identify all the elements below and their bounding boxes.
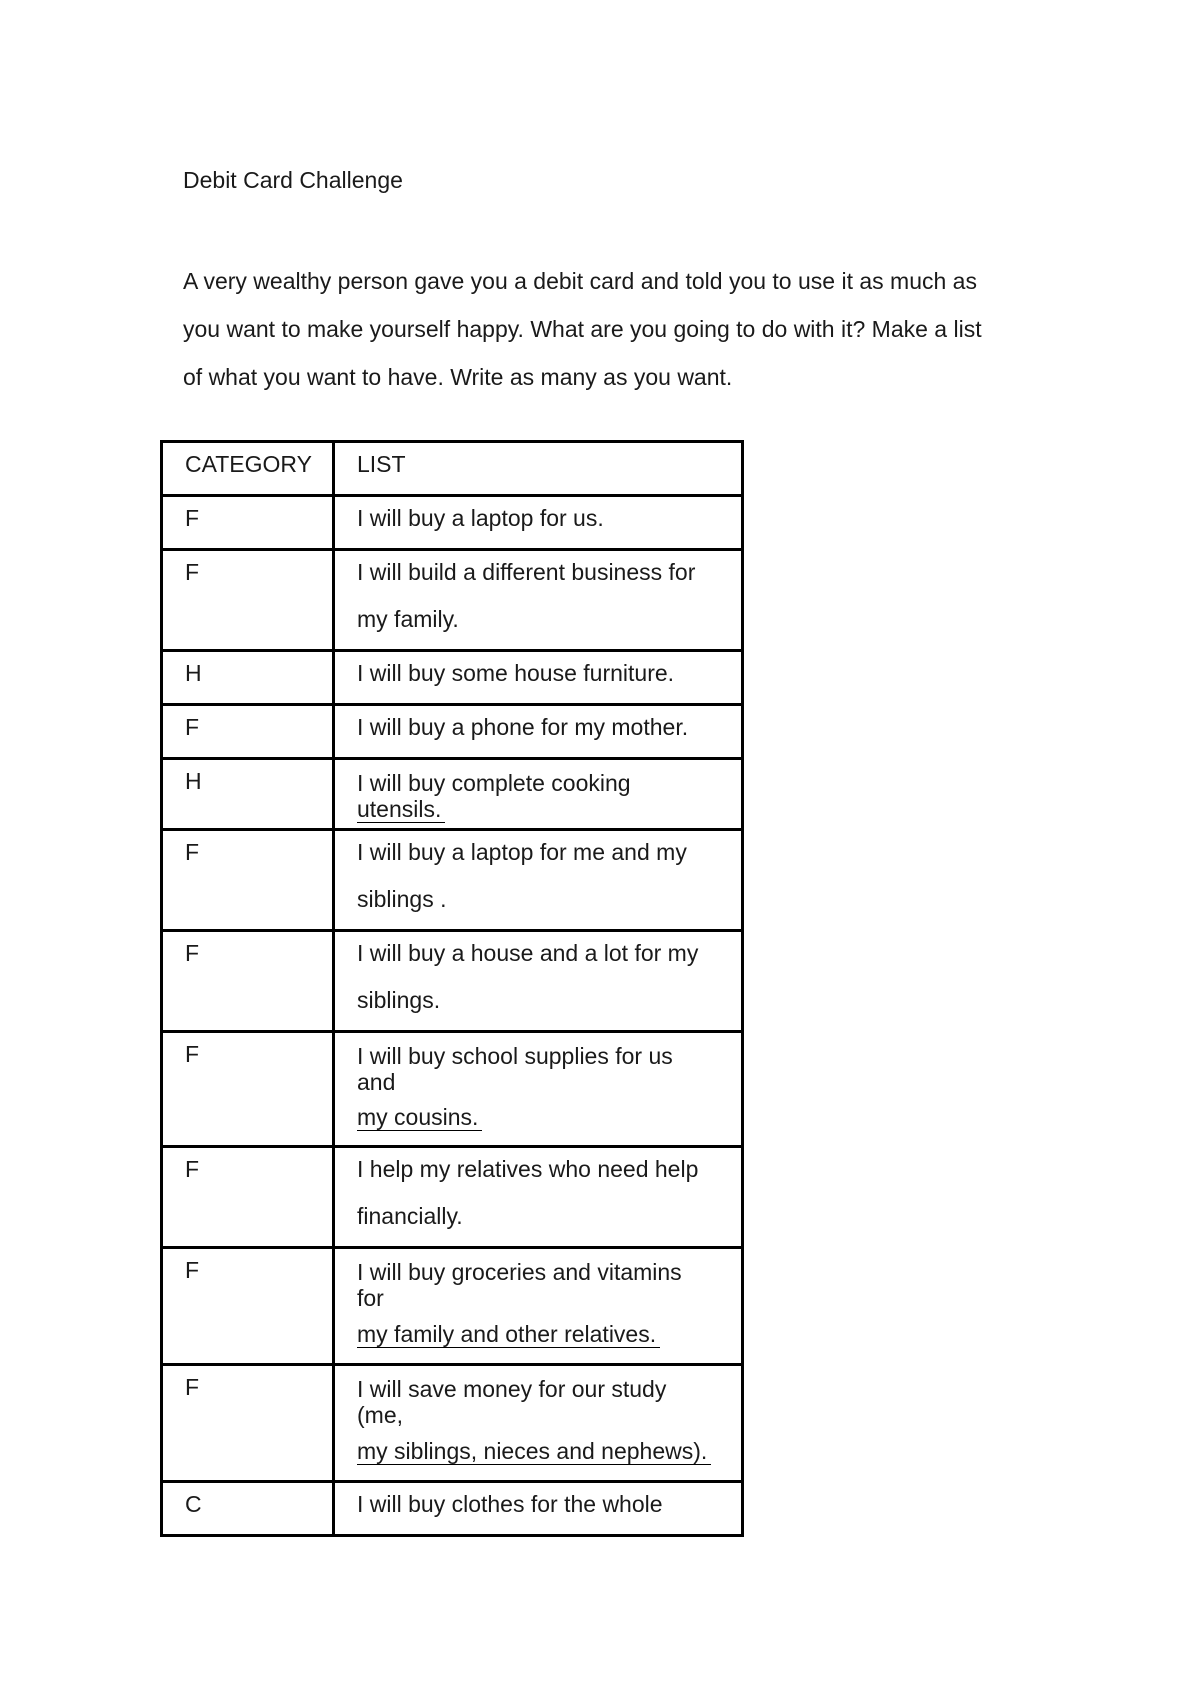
list-cell: I will buy school supplies for us and my cousins.	[334, 1032, 743, 1147]
list-cell: I will buy a phone for my mother.	[334, 705, 743, 759]
table-row	[162, 550, 743, 651]
list-cell: I will buy a laptop for us.	[334, 496, 743, 550]
header-category: CATEGORY	[162, 442, 334, 496]
table-row	[162, 931, 743, 1032]
table-row	[162, 1147, 743, 1248]
category-cell: F	[162, 550, 334, 651]
table-row	[162, 651, 743, 705]
wish-list-table	[160, 440, 744, 1537]
table-row	[162, 830, 743, 931]
table-row	[162, 1032, 743, 1147]
intro-line: of what you want to have. Write as many as you want.	[183, 364, 733, 390]
list-cell: I will buy some house furniture.	[334, 651, 743, 705]
intro-paragraph	[183, 257, 1053, 401]
category-cell: H	[162, 759, 334, 830]
list-cell: I help my relatives who need help financially.	[334, 1147, 743, 1248]
list-cell: I will build a different business for my family.	[334, 550, 743, 651]
category-cell: F	[162, 830, 334, 931]
table-row	[162, 496, 743, 550]
table-header-row	[162, 442, 743, 496]
list-cell: I will buy clothes for the whole	[334, 1482, 743, 1536]
intro-line: you want to make yourself happy. What are you going to do with it? Make a list	[183, 316, 982, 342]
category-cell: F	[162, 1248, 334, 1365]
table-row	[162, 1482, 743, 1536]
table-row	[162, 705, 743, 759]
header-list: LIST	[334, 442, 743, 496]
category-cell: F	[162, 1032, 334, 1147]
category-cell: F	[162, 931, 334, 1032]
list-cell: I will buy a house and a lot for my siblings.	[334, 931, 743, 1032]
table-row	[162, 759, 743, 830]
category-cell: F	[162, 1147, 334, 1248]
list-cell: I will save money for our study (me, my siblings, nieces and nephews).	[334, 1365, 743, 1482]
list-cell: I will buy a laptop for me and my siblings .	[334, 830, 743, 931]
category-cell: C	[162, 1482, 334, 1536]
list-cell: I will buy groceries and vitamins for my family and other relatives.	[334, 1248, 743, 1365]
category-cell: H	[162, 651, 334, 705]
table-row	[162, 1365, 743, 1482]
category-cell: F	[162, 496, 334, 550]
document-title: Debit Card Challenge	[183, 167, 403, 193]
category-cell: F	[162, 1365, 334, 1482]
list-cell: I will buy complete cooking utensils.	[334, 759, 743, 830]
table-row	[162, 1248, 743, 1365]
category-cell: F	[162, 705, 334, 759]
intro-line: A very wealthy person gave you a debit card and told you to use it as much as	[183, 268, 977, 294]
